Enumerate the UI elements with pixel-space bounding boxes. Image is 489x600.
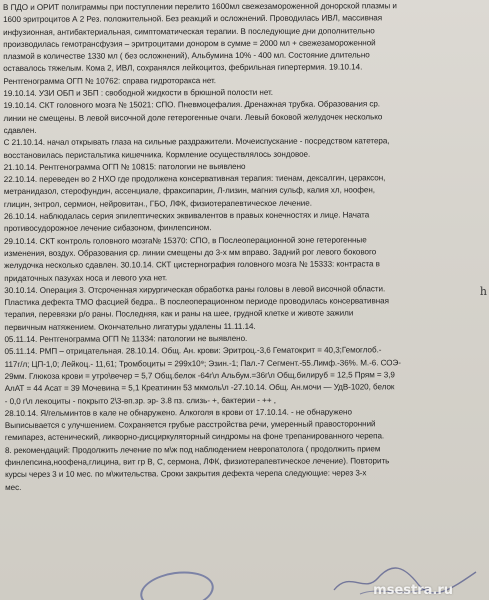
text-line: 22.10.14. переведен во 2 НХО где продолжена консервативная терапия: тиенам, дексалгин, цераксон, [3, 173, 386, 185]
text-line: Выписывается с улучшением. Сохраняется грубые расстройства речи, умеренный правосторонний [4, 419, 376, 431]
text-line: 8. рекомендаций: Продолжить лечение по м\ж под наблюдением невропатолога ( продолжить прием [4, 444, 381, 455]
text-line: 05.11.14. РМП – отрицательная. 28.10.14. Общ. Ан. крови: Эритроц.-3,6 Гематокрит = 40,3;Гемоглоб.- [4, 345, 382, 357]
text-line: восстановилась перистальтика кишечника. Кормление осуществлялось зондовое. [3, 149, 311, 160]
text-line: линии не смещены. В левой височной доле гетерогенные очаги. Левый боковой желудочек несколько [3, 112, 383, 123]
text-line: инфузионная, антибактериальная, симптоматическая терапии. В последующие дни дополнительно [3, 25, 375, 37]
text-line: 21.10.14. Рентгенограмма ОГП № 10815: патологии не выявлено [3, 161, 246, 172]
stamp-seal-icon [138, 567, 217, 600]
text-line: В ПДО и ОРИТ полиграммы при поступлении перелито 1600мл свежезамороженной донорской плазмы и [3, 1, 397, 12]
text-line: 28.10.14. Я/гельминтов в кале не обнаружено. Алкоголя в крови от 17.10.14. - не обнаружено [4, 407, 352, 418]
text-line: противосудорожное лечение сибазоном, финлепсином. [3, 223, 212, 234]
text-line: 29мм. Глюкоза крови = утро\вечер = 5,7 Общ.белок -64г\л Альбум.=36г\л Общ.билируб = 12,5 Прям = 3,9 [4, 370, 395, 381]
text-line: мес. [5, 482, 22, 492]
text-line: 05.11.14. Рентгенограмма ОГП № 11334: патологии не выявлено. [4, 333, 248, 345]
text-line: глицин, энтрол, сермион, нейровитан., ГБО, ЛФК, физиотерапевтическое лечение. [3, 198, 312, 209]
text-line: производилась гемотрансфузия – эритроцитами донором в сумме = 2000 мл + свежезамороженной [3, 38, 376, 49]
text-line: плазмой в количестве 1330 мл ( без осложнений), Альбумина 10% - 400 мл. Состояние длительно [3, 50, 370, 62]
text-line: 30.10.14. Операция 3. Отсроченная хирургическая обработка раны головы в левой височной области. [4, 284, 386, 295]
text-line: 19.10.14. СКТ головного мозга № 15021: СПО. Пневмоцефалия. Дренажная трубка. Образования ср. [3, 99, 381, 111]
text-line: первичным натяжением. Окончательно лигатуры удалены 11.11.14. [4, 321, 256, 332]
text-line: Рентгенограмма ОГП № 10762: справа гидроторакса нет. [3, 75, 216, 86]
text-line: 19.10.14. УЗИ ОБП и ЗБП : свободной жидкости в брюшной полости нет. [3, 87, 273, 99]
text-line: 117г/л; ЦП-1,0; Лейкоц.- 11,61; Тромбоциты = 299х10⁹; Эзин.-1; Пал.-7 Сегмент.-55.Лимф.-36%. М.-6. СОЭ- [4, 357, 401, 369]
text-line: Пластика дефекта ТМО фасцией бедра.. В послеоперационном периоде проводилась консервативная [4, 296, 389, 308]
text-line: сдавлен. [3, 125, 37, 135]
text-line: оставалось тяжелым. Кома 2, ИВЛ, сохранялся лейкоцитоз, фебрильная гипертермия. 19.10.14. [3, 62, 363, 74]
text-line: терапия, перевязки р/о раны. Последняя, как и раны на шее, грудной клетке и животе зажили [4, 308, 354, 320]
text-line: курсы через 3 и 10 мес. по м\жительства. Сроки закрытия дефекта черепа следующие: через 3-х [5, 468, 367, 480]
text-line: метранидазол, стерофундин, ассенциале, фраксипарин, Л-лизин, магния сульф, калия хл, ноофен, [3, 185, 376, 197]
text-line: финлепсина,ноофена,глицина, вит гр В, С, сермона, ЛФК, физиотерапевтическое лечение). Повторить [4, 456, 390, 467]
text-line: 26.10.14. наблюдалась серия эпилептических эквивалентов в правых конечностях и лице. Начата [3, 210, 370, 222]
text-line: 1600 эритроцитов А 2 Рез. положительной. Без реакций и осложнений. Проводилась ИВЛ, массивная [3, 13, 383, 25]
document-text [3, 0, 487, 494]
text-line: 29.10.14. СКТ контроль головного мозга№ 15370: СПО, в Послеоперационной зоне гетерогенные [4, 235, 367, 246]
handwritten-margin-mark: h [479, 285, 487, 298]
text-line: придаточных пазухах носа и левого уха нет. [4, 272, 168, 283]
watermark-text: msestra.ru [373, 583, 453, 598]
text-line: АлАТ = 44 Асат = 39 Мочевина = 5,1 Креатинин 53 мкмоль\л -27.10.14. Общ. Ан.мочи — УдВ-1020, белок [4, 382, 395, 394]
text-line: - 0,0 г\л лекоциты - покрыто 2\3-вп.зр. эр- 3.8 пз. слизь- +, бактерии - ++ , [4, 395, 276, 406]
text-line: С 21.10.14. начал открывать глаза на сильные раздражители. Мочеиспускание - посредством катетера, [3, 136, 390, 148]
text-line: гемипарез, астенический, ликворно-дисциркуляторный синдромы на фоне трепанированного черепа. [4, 431, 385, 443]
text-line: изменения, воздух. Образования ср. линии смещены до 3-х мм вправо. Задний рог левого бокового [4, 247, 377, 258]
text-line: желудочка несколько сдавлен. 30.10.14. СКТ цистернография головного мозга № 15333: контраста в [4, 259, 380, 271]
